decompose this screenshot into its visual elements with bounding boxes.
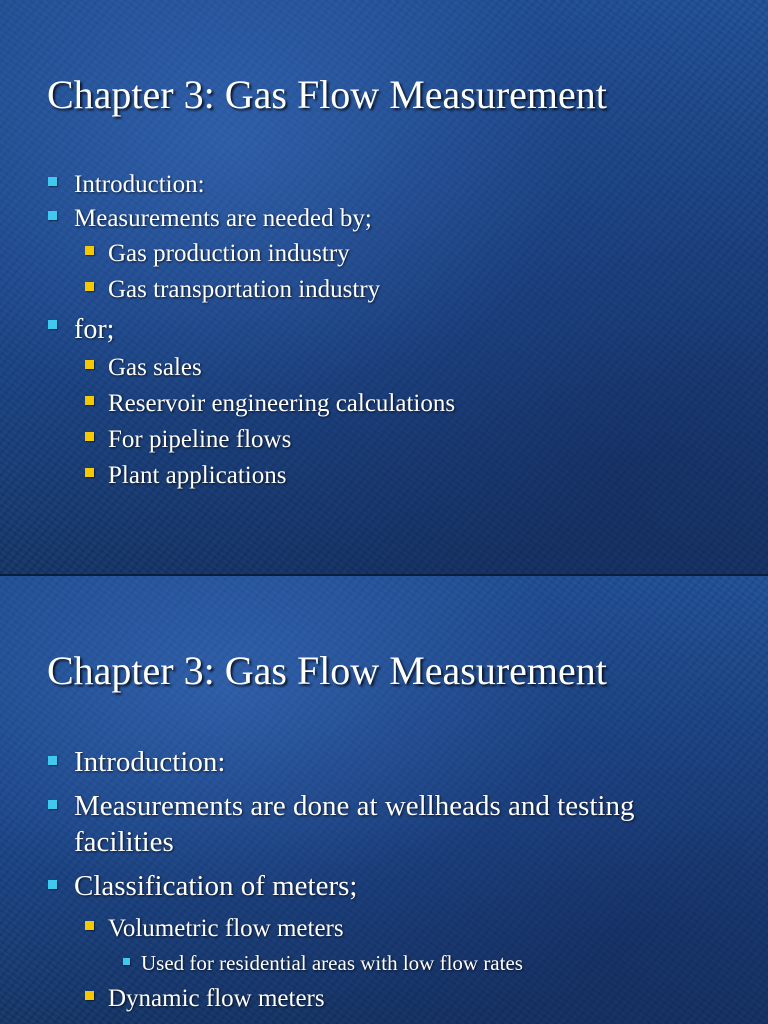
square-bullet-icon	[85, 468, 94, 477]
bullet-list	[0, 168, 768, 494]
sub-bullet-item	[0, 236, 768, 272]
slide-title: Chapter 3: Gas Flow Measurement	[47, 648, 607, 693]
bullet-text: Introduction:	[74, 746, 226, 778]
bullet-text: Dynamic flow meters	[108, 985, 325, 1012]
slide-2	[0, 576, 768, 1024]
bullet-text: for;	[74, 314, 115, 345]
sub-bullet-item	[0, 272, 768, 308]
sub-bullet-item	[0, 350, 768, 386]
bullet-item	[0, 788, 674, 860]
sub-bullet-item	[0, 458, 768, 494]
bullet-text: Introduction:	[74, 171, 205, 198]
square-bullet-icon	[48, 880, 57, 889]
bullet-text: Measurements are needed by;	[74, 205, 372, 232]
square-bullet-icon	[85, 282, 94, 291]
square-bullet-icon	[123, 958, 130, 965]
square-bullet-icon	[48, 800, 57, 809]
square-bullet-icon	[48, 211, 57, 220]
square-bullet-icon	[85, 991, 94, 1000]
square-bullet-icon	[48, 320, 57, 329]
bullet-item	[0, 744, 674, 780]
bullet-item	[0, 310, 768, 350]
sub-bullet-item	[0, 386, 768, 422]
bullet-text: Reservoir engineering calculations	[108, 390, 456, 417]
bullet-text: Gas production industry	[108, 240, 350, 267]
bullet-list	[0, 744, 768, 1018]
bullet-text: Measurements are done at wellheads and testing facilities	[74, 790, 635, 858]
bullet-item	[0, 202, 768, 236]
bullet-item	[0, 868, 674, 904]
bullet-text: Classification of meters;	[74, 870, 358, 902]
square-bullet-icon	[85, 432, 94, 441]
bullet-text: Gas transportation industry	[108, 276, 381, 303]
bullet-text: Volumetric flow meters	[108, 915, 344, 942]
square-bullet-icon	[85, 246, 94, 255]
sub-bullet-item	[0, 912, 768, 946]
sub-sub-bullet-item	[0, 948, 768, 978]
square-bullet-icon	[48, 756, 57, 765]
bullet-text: Gas sales	[108, 354, 202, 381]
bullet-text: Plant applications	[108, 462, 287, 489]
sub-bullet-item	[0, 982, 768, 1016]
bullet-text: For pipeline flows	[108, 426, 292, 453]
square-bullet-icon	[85, 921, 94, 930]
bullet-text: Used for residential areas with low flow rates	[141, 951, 523, 975]
slide-title: Chapter 3: Gas Flow Measurement	[47, 72, 607, 117]
sub-bullet-item	[0, 422, 768, 458]
square-bullet-icon	[85, 396, 94, 405]
square-bullet-icon	[48, 177, 57, 186]
bullet-item	[0, 168, 768, 202]
square-bullet-icon	[85, 360, 94, 369]
